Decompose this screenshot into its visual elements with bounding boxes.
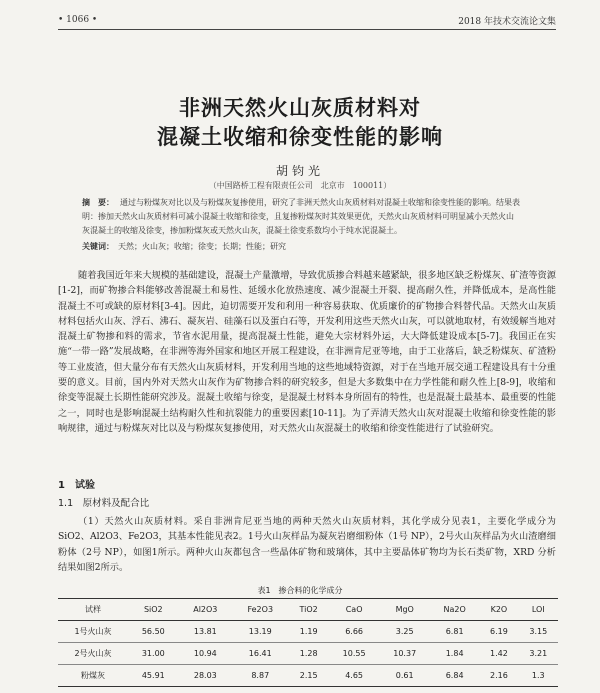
table-cell: 1.42 xyxy=(479,643,518,665)
abstract-label: 摘 要： xyxy=(82,198,114,207)
table-row xyxy=(58,665,558,687)
table-cell: 0.61 xyxy=(379,665,430,687)
table-header-cell: CaO xyxy=(329,599,380,621)
table-cell: 6.84 xyxy=(430,665,479,687)
abstract-text: 通过与粉煤灰对比以及与粉煤灰复掺使用，研究了非洲天然火山灰质材料对混凝土收缩和徐变性能的影响。结果表明：掺加天然火山灰质材料可减小混凝土收缩和徐变，且复掺粉煤灰时其效果更优，天然火山灰质材料可明显减小天然火山灰混凝土的收缩及徐变，掺加粉煤灰或天然火山灰，混凝土徐变系数均小于纯水泥混凝土。 xyxy=(82,198,520,235)
table-header-cell: SiO2 xyxy=(128,599,179,621)
table-caption: 表1 掺合料的化学成分 xyxy=(257,586,343,595)
table-header-cell: K2O xyxy=(479,599,518,621)
table-header-cell: Al2O3 xyxy=(179,599,232,621)
table-header-cell: 试样 xyxy=(58,599,128,621)
page-number: • 1066 • xyxy=(58,15,98,25)
keywords-label: 关键词： xyxy=(82,242,114,251)
table-cell: 2号火山灰 xyxy=(58,643,128,665)
table-cell: 1.84 xyxy=(430,643,479,665)
table-cell: 10.94 xyxy=(179,643,232,665)
table-cell: 3.25 xyxy=(379,621,430,643)
table-cell: 8.87 xyxy=(232,665,288,687)
abstract xyxy=(82,196,520,238)
journal-name: 2018 年技术交流论文集 xyxy=(458,16,556,27)
table-cell: 4.65 xyxy=(329,665,380,687)
title-line-1: 非洲天然火山灰质材料对 xyxy=(179,96,421,120)
table-cell: 3.21 xyxy=(519,643,558,665)
table-header-row xyxy=(58,599,558,621)
table-cell: 1.19 xyxy=(288,621,328,643)
table-header-cell: Na2O xyxy=(430,599,479,621)
table-cell: 28.03 xyxy=(179,665,232,687)
table-cell: 2.16 xyxy=(479,665,518,687)
title-line-2: 混凝土收缩和徐变性能的影响 xyxy=(157,125,443,149)
table-row xyxy=(58,643,558,665)
running-header xyxy=(58,12,556,28)
table-cell: 1.3 xyxy=(519,665,558,687)
chemical-composition-table xyxy=(58,598,558,687)
table-cell: 6.81 xyxy=(430,621,479,643)
intro-paragraph: 随着我国近年来大规模的基础建设，混凝土产量激增，导致优质掺合料越来越紧缺，很多地区缺乏粉煤灰、矿渣等资源[1-2]，而矿物掺合料能够改善混凝土和易性、延缓水化放热速度、减少混凝土开裂、提高耐久性，并降低成本，是高性能混凝土不可或缺的原材料[3-4]。因此，迫切需要开发和利用一种容易获取、优质廉价的矿物掺合料替代品。天然火山灰质材料包括火山灰、浮石、沸石、凝灰岩、硅藻石以及蛋白石等，开发利用这些天然火山灰，可以就地取材，有效缓解当地对混凝土矿物掺和料的需求，节省水泥用量，提高混凝土性能，避免大宗材料外运，大大降低建设成本[5-7]。我国正在实施“一带一路”发展战略，在非洲等海外国家和地区开展工程建设，在非洲肯尼亚等地，由于工业落后，缺乏粉煤灰、矿渣粉等工业废渣，但大量分布有天然火山灰质材料，开发利用当地的这些地域特资源，对于在当地开展交通工程建设具有十分重要的意义。目前，国内外对天然火山灰作为矿物掺合料的研究较多，但是大多数集中在力学性能和耐久性上[8-9]，收缩和徐变等混凝土长期性能研究涉及。混凝土收缩与徐变，是混凝土材料本身所固有的特性，也是混凝土最基本、最重要的性能之一，同时也是影响混凝土结构耐久性和抗裂能力的重要因素[10-11]。为了弄清天然火山灰对混凝土收缩和徐变性能的影响规律，通过与粉煤灰对比以及与粉煤灰复掺使用，对天然火山灰混凝土的收缩和徐变性能进行了试验研究。 xyxy=(58,270,556,434)
table-row xyxy=(58,621,558,643)
table-header-cell: TiO2 xyxy=(288,599,328,621)
table-cell: 2.15 xyxy=(288,665,328,687)
table-cell: 10.55 xyxy=(329,643,380,665)
header-rule xyxy=(58,29,556,30)
section-heading-1: 1 试验 xyxy=(58,480,95,491)
table-cell: 16.41 xyxy=(232,643,288,665)
table-cell: 31.00 xyxy=(128,643,179,665)
table-cell: 粉煤灰 xyxy=(58,665,128,687)
affiliation: （中国路桥工程有限责任公司 北京市 100011） xyxy=(208,181,392,190)
table-cell: 10.37 xyxy=(379,643,430,665)
table-cell: 6.19 xyxy=(479,621,518,643)
table-cell: 45.91 xyxy=(128,665,179,687)
keywords xyxy=(82,241,520,252)
table-cell: 6.66 xyxy=(329,621,380,643)
table-cell: 1.28 xyxy=(288,643,328,665)
table-cell: 13.81 xyxy=(179,621,232,643)
table-header-cell: Fe2O3 xyxy=(232,599,288,621)
table-cell: 3.15 xyxy=(519,621,558,643)
table-cell: 13.19 xyxy=(232,621,288,643)
section-heading-1-1: 1.1 原材料及配合比 xyxy=(58,498,150,509)
table-header-cell: MgO xyxy=(379,599,430,621)
table-header-cell: LOI xyxy=(519,599,558,621)
author: 胡钧光 xyxy=(275,164,324,178)
table-cell: 1号火山灰 xyxy=(58,621,128,643)
keywords-text: 天然；火山灰；收缩；徐变；长期；性能；研究 xyxy=(118,242,286,251)
table-cell: 56.50 xyxy=(128,621,179,643)
materials-paragraph: （1）天然火山灰质材料。采自非洲肯尼亚当地的两种天然火山灰质材料，其化学成分见表1，主要化学成分为 SiO2、Al2O3、Fe2O3，其基本性能见表2。1号火山灰样品为凝灰岩磨细粉体（1号 NP），2号火山灰样品为火山渣磨细粉体（2号 NP），如图1所示。两种火山灰都包含一些晶体矿物和玻璃体，其中主要晶体矿物均为长石类矿物，XRD 分析结果如图2所示。 xyxy=(58,516,556,573)
